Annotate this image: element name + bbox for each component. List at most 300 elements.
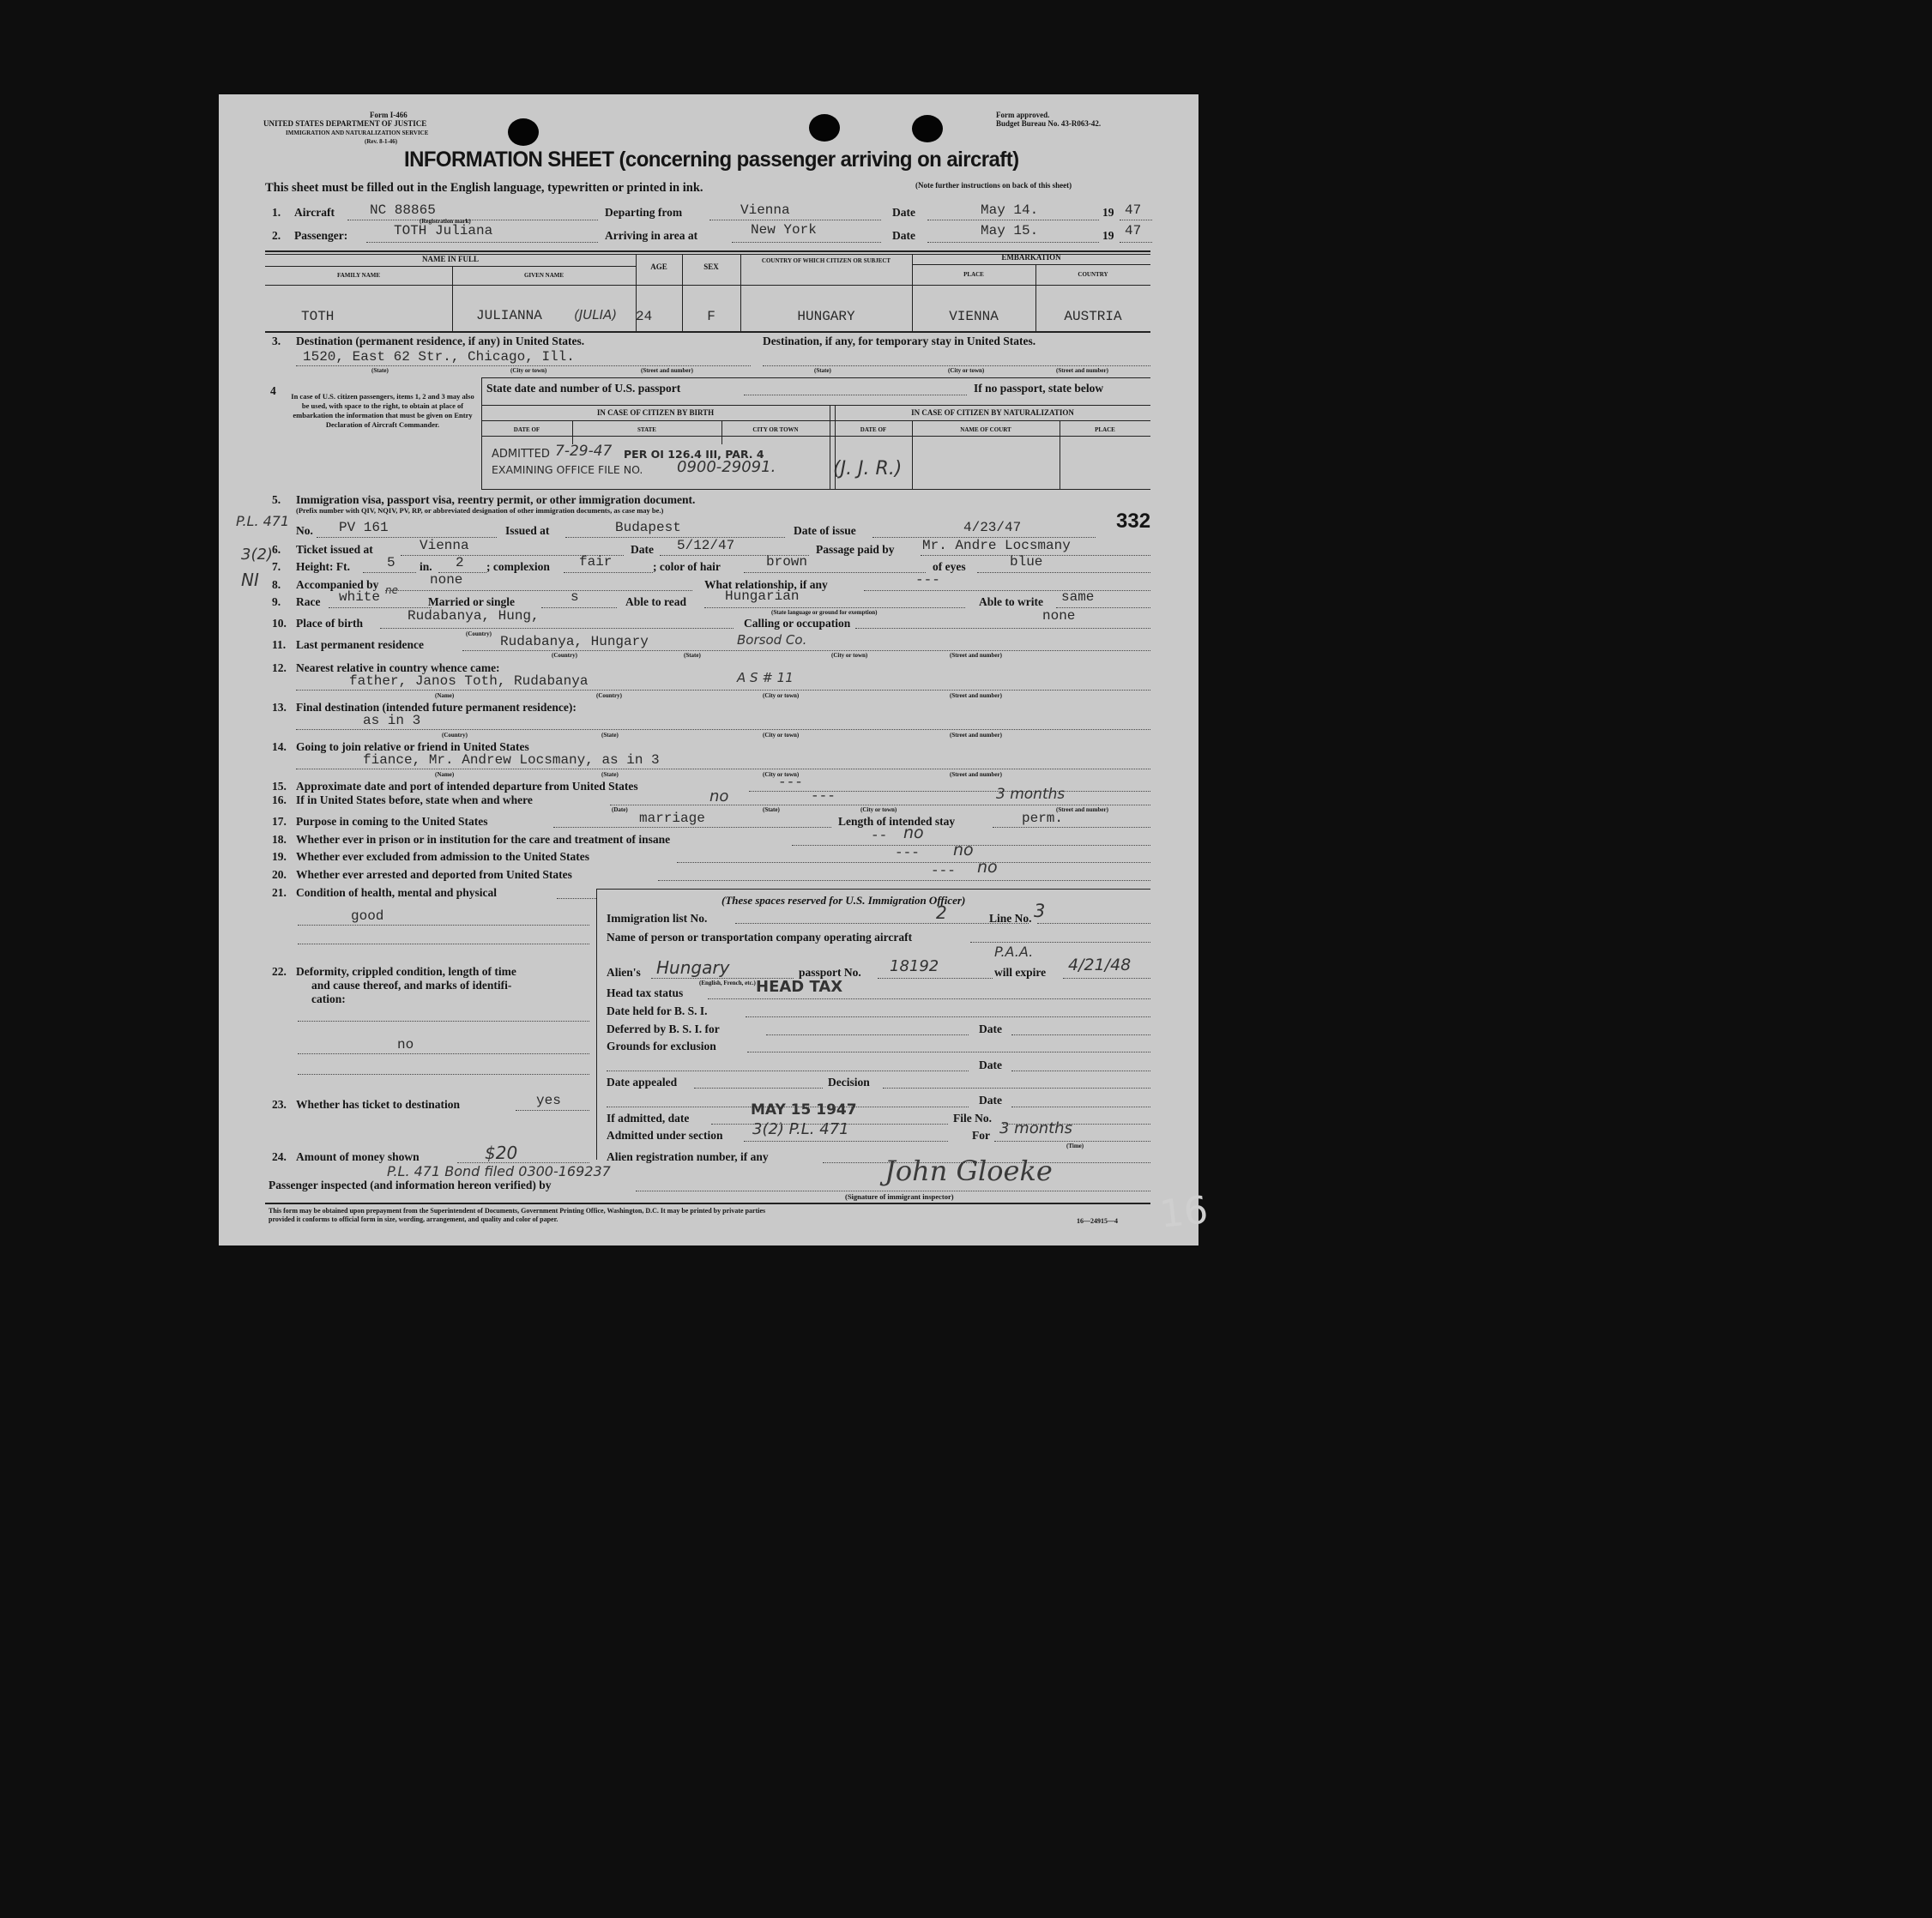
birthplace-label: Place of birth	[296, 617, 363, 630]
admitted-per: PER OI 126.4 III, PAR. 4	[624, 448, 764, 461]
deformity-label-line3: cation:	[311, 992, 346, 1005]
item-number: 3.	[272, 335, 281, 347]
fill-line	[878, 978, 993, 979]
header-embarkation: EMBARKATION	[1001, 253, 1061, 262]
date-label: Date	[892, 206, 915, 219]
margin-section-note: 3(2)	[241, 546, 273, 564]
item-number: 11.	[272, 638, 287, 651]
item-number: 10.	[272, 617, 287, 630]
col-state: STATE	[637, 426, 656, 433]
eye-color: blue	[1010, 554, 1043, 570]
fill-line	[380, 628, 734, 629]
item-number: 15.	[272, 780, 287, 793]
header-place: PLACE	[963, 271, 984, 278]
alien-nationality: Hungary	[656, 957, 730, 978]
caption-state: (State)	[684, 652, 701, 659]
departing-value: Vienna	[740, 202, 790, 218]
passenger-label: Passenger:	[294, 229, 348, 242]
item-number: 13.	[272, 701, 287, 714]
last-residence-value: Rudabanya, Hungary	[500, 634, 649, 649]
passage-paid-label: Passage paid by	[816, 543, 895, 556]
head-tax-status-label: Head tax status	[607, 986, 684, 999]
registration-caption: (Registration mark)	[420, 218, 471, 225]
fill-line	[564, 572, 653, 573]
operating-company-handwritten: P.A.A.	[994, 944, 1034, 960]
able-to-read-label: Able to read	[625, 595, 686, 608]
budget-bureau-number: Budget Bureau No. 43-R063-42.	[996, 119, 1102, 128]
line-number-label: Line No.	[989, 912, 1032, 925]
item-number: 20.	[272, 868, 287, 881]
table-rule	[265, 250, 1150, 252]
eye-color-label: of eyes	[933, 560, 966, 573]
item-number: 14.	[272, 740, 287, 753]
nearest-relative-handwritten: A S # 11	[737, 670, 794, 685]
fill-line	[658, 880, 1150, 881]
previous-visit-value: ---	[811, 788, 836, 804]
complexion-label: ; complexion	[486, 560, 550, 573]
information-sheet-form	[219, 94, 1198, 1245]
hair-color: brown	[766, 554, 808, 570]
fill-line	[749, 791, 1150, 792]
fill-line	[553, 827, 831, 828]
item-number: 8.	[272, 578, 281, 591]
prison-answer: --	[871, 828, 888, 843]
table-rule	[481, 377, 1150, 378]
fill-line	[732, 242, 881, 243]
caption-city: (City or town)	[831, 652, 868, 659]
header-country: COUNTRY	[1078, 271, 1108, 278]
caption-state: (State)	[763, 806, 780, 813]
line-number: 3	[1034, 901, 1046, 921]
caption-street: (Street and number)	[950, 771, 1002, 778]
issued-at-label: Issued at	[505, 524, 550, 537]
relationship-label: What relationship, if any	[704, 578, 828, 591]
caption-state: (State)	[601, 771, 619, 778]
time-caption: (Time)	[1066, 1143, 1084, 1149]
fill-line	[994, 1141, 1150, 1142]
departure-intent-value: ---	[778, 775, 803, 790]
occupation-value: none	[1042, 608, 1076, 624]
departure-year: 47	[1125, 202, 1142, 218]
citizen-note: In case of U.S. citizen passengers, items 1, 2 and 3 may also be used, with space to the right, to obtain at place of embarkation the information that must be given on Entry Declaration of Aircraft Commander.	[291, 392, 474, 430]
caption-name: (Name)	[435, 692, 455, 699]
fill-line	[541, 607, 617, 608]
citizen-by-naturalization-header: IN CASE OF CITIZEN BY NATURALIZATION	[911, 408, 1074, 417]
caption-country: (Country)	[442, 732, 468, 739]
accompanied-label: Accompanied by	[296, 578, 379, 591]
fill-line	[1037, 923, 1150, 924]
fill-line	[927, 242, 1099, 243]
caption-state: (State)	[371, 367, 389, 374]
money-shown-value: $20	[485, 1143, 518, 1163]
table-rule	[481, 420, 1150, 421]
alien-language-caption: (English, French, etc.)	[699, 980, 756, 986]
purpose-value: marriage	[639, 811, 705, 826]
fill-line	[298, 925, 589, 926]
fill-line	[298, 1053, 589, 1054]
able-to-read: Hungarian	[725, 588, 800, 604]
caption-date: (Date)	[612, 806, 628, 813]
fill-line	[735, 923, 1029, 924]
footer-line-2: provided it conforms to official form in size, wording, arrangement, and quality and color of paper.	[269, 1215, 558, 1223]
inspected-by-label: Passenger inspected (and information hereon verified) by	[269, 1179, 552, 1191]
fill-line	[694, 1088, 823, 1089]
caption-city: (City or town)	[860, 806, 897, 813]
ticket-issued-at: Vienna	[420, 538, 469, 553]
bond-filed-note: P.L. 471 Bond filed 0300-169237	[387, 1163, 611, 1179]
race-handwritten: ne	[385, 584, 398, 596]
footer-rule	[265, 1203, 1150, 1204]
admitted-date-label: If admitted, date	[607, 1112, 690, 1125]
fill-line	[970, 942, 1150, 943]
agency-line-1: UNITED STATES DEPARTMENT OF JUSTICE	[263, 119, 427, 128]
height-label: Height: Ft.	[296, 560, 350, 573]
year-prefix: 19	[1102, 206, 1114, 219]
deformity-label-line1: Deformity, crippled condition, length of time	[296, 965, 516, 978]
footer-form-code: 16—24915—4	[1077, 1217, 1118, 1225]
table-rule	[912, 264, 1150, 265]
fill-line	[296, 729, 1150, 730]
header-name-in-full: NAME IN FULL	[421, 255, 479, 263]
deported-question-label: Whether ever arrested and deported from United States	[296, 868, 572, 881]
complexion-value: fair	[579, 554, 613, 570]
fill-line	[993, 827, 1150, 828]
family-name-value: TOTH	[301, 309, 335, 324]
fill-line	[977, 572, 1150, 573]
fill-line	[763, 365, 1150, 366]
arrival-date: May 15.	[981, 223, 1039, 238]
ticket-to-destination-value: yes	[536, 1093, 561, 1108]
document-issued-at: Budapest	[615, 520, 681, 535]
caption-country: (Country)	[596, 692, 622, 699]
immigration-list-number: 2	[936, 902, 947, 923]
aircraft-label: Aircraft	[294, 206, 335, 219]
final-destination-label: Final destination (intended future permanent residence):	[296, 701, 577, 714]
immigration-document-instruction: (Prefix number with QIV, NQIV, PV, RP, or abbreviated designation of other immigration documents, as case may be.)	[296, 506, 664, 515]
decision-date-label: Date	[979, 1094, 1002, 1107]
fill-line	[317, 537, 497, 538]
punch-hole	[508, 118, 539, 146]
health-value: good	[351, 908, 384, 924]
table-rule	[481, 489, 1150, 490]
caption-country: (Country)	[466, 630, 492, 637]
header-age: AGE	[650, 262, 667, 271]
embarkation-place-value: VIENNA	[949, 309, 999, 324]
race-label: Race	[296, 595, 321, 608]
form-code-number: 332	[1116, 510, 1151, 533]
going-to-join-value: fiance, Mr. Andrew Locsmany, as in 3	[363, 752, 660, 768]
inches-label: in.	[420, 560, 432, 573]
passage-paid-by: Mr. Andre Locsmany	[922, 538, 1071, 553]
item-number: 6.	[272, 543, 281, 556]
caption-city: (City or town)	[510, 367, 547, 374]
will-expire-label: will expire	[994, 966, 1047, 979]
caption-city: (City or town)	[763, 771, 800, 778]
admitted-date: 7-29-47	[555, 443, 613, 460]
admitted-label: ADMITTED	[492, 448, 550, 461]
nearest-relative-value: father, Janos Toth, Rudabanya	[349, 673, 589, 689]
last-residence-handwritten: Borsod Co.	[737, 632, 807, 648]
caption-name: (Name)	[435, 771, 455, 778]
date-label: Date	[892, 229, 915, 242]
officer-box-rule	[596, 889, 1150, 890]
margin-ni-note: NI	[241, 570, 259, 590]
item-number: 2.	[272, 229, 281, 242]
fill-line	[746, 1016, 1150, 1017]
caption-city: (City or town)	[948, 367, 985, 374]
caption-street: (Street and number)	[1056, 806, 1108, 813]
hair-color-label: ; color of hair	[653, 560, 721, 573]
inspector-initials: (J. J. R.)	[833, 458, 903, 480]
purpose-label: Purpose in coming to the United States	[296, 815, 488, 828]
fill-line	[883, 1088, 1150, 1089]
operating-company-label: Name of person or transportation company operating aircraft	[607, 931, 913, 944]
inspector-signature: John Gloeke	[884, 1155, 1053, 1187]
punch-hole	[809, 114, 840, 142]
officer-box-rule	[596, 889, 597, 1160]
passport-expiry: 4/21/48	[1068, 956, 1132, 974]
caption-state: (State)	[601, 732, 619, 739]
us-passport-label: State date and number of U.S. passport	[486, 382, 681, 395]
arriving-value: New York	[751, 222, 817, 238]
grounds-for-exclusion-label: Grounds for exclusion	[607, 1040, 716, 1052]
alien-registration-label: Alien registration number, if any	[607, 1150, 769, 1163]
caption-country: (Country)	[552, 652, 577, 659]
table-rule	[481, 436, 1150, 437]
deformity-label-line2: and cause thereof, and marks of identifi-	[311, 979, 512, 992]
fill-line	[1063, 978, 1150, 979]
signature-caption: (Signature of immigrant inspector)	[845, 1192, 954, 1201]
item-number: 16.	[272, 793, 287, 806]
departure-intent-label: Approximate date and port of intended departure from United States	[296, 780, 638, 793]
col-date-naturalization: DATE OF	[860, 426, 887, 433]
no-passport-label: If no passport, state below	[974, 382, 1104, 395]
item-number: 19.	[272, 850, 287, 863]
money-shown-label: Amount of money shown	[296, 1150, 420, 1163]
given-name-handwritten: (JULIA)	[574, 307, 618, 323]
header-given-name: GIVEN NAME	[523, 272, 565, 279]
fill-line	[366, 242, 598, 243]
destination-label: Destination (permanent residence, if any) in United States.	[296, 335, 585, 347]
fill-line	[1011, 1034, 1150, 1035]
footer-line-1: This form may be obtained upon prepayment from the Superintendent of Documents, Government Printing Office, Washington, D.C. It may be printed by private parties	[269, 1207, 766, 1215]
arriving-label: Arriving in area at	[605, 229, 698, 242]
officer-section-title: (These spaces reserved for U.S. Immigration Officer)	[721, 894, 966, 907]
item-number: 21.	[272, 886, 287, 899]
aircraft-value: NC 88865	[370, 202, 436, 218]
date-of-issue-label: Date of issue	[794, 524, 856, 537]
arrival-year: 47	[1125, 223, 1142, 238]
item-number: 23.	[272, 1098, 287, 1111]
fill-line	[298, 1021, 589, 1022]
race-value: white	[339, 589, 381, 605]
fill-line	[565, 537, 785, 538]
document-number: PV 161	[339, 520, 389, 535]
col-court: NAME OF COURT	[960, 426, 1011, 433]
caption-city: (City or town)	[763, 732, 800, 739]
caption-street: (Street and number)	[641, 367, 693, 374]
caption-city: (City or town)	[763, 692, 800, 699]
nearest-relative-label: Nearest relative in country whence came:	[296, 661, 500, 674]
ticket-issued-label: Ticket issued at	[296, 543, 373, 556]
item-number: 1.	[272, 206, 281, 219]
occupation-label: Calling or occupation	[744, 617, 851, 630]
ticket-date: 5/12/47	[677, 538, 735, 553]
sex-value: F	[707, 309, 715, 324]
header-family-name: FAMILY NAME	[336, 272, 381, 279]
year-prefix: 19	[1102, 229, 1114, 242]
header-country-of-citizenship: COUNTRY OF WHICH CITIZEN OR SUBJECT	[761, 257, 891, 264]
marital-status: s	[571, 589, 579, 605]
examining-file-label: EXAMINING OFFICE FILE NO.	[492, 463, 643, 476]
decision-label: Decision	[828, 1076, 870, 1089]
prison-question-label: Whether ever in prison or in institution for the care and treatment of insane	[296, 833, 671, 846]
item-number: 5.	[272, 493, 281, 506]
admitted-section-value: 3(2) P.L. 471	[752, 1120, 849, 1138]
file-number-label: File No.	[953, 1112, 992, 1125]
col-date: DATE OF	[513, 426, 540, 433]
marital-status-label: Married or single	[428, 595, 515, 608]
fill-line	[516, 1110, 589, 1111]
admitted-section-label: Admitted under section	[607, 1129, 723, 1142]
departure-date: May 14.	[981, 202, 1039, 218]
last-residence-label: Last permanent residence	[296, 638, 424, 651]
examining-file-number: 0900-29091.	[677, 458, 776, 476]
previous-visit-label: If in United States before, state when and where	[296, 793, 533, 806]
fill-line	[864, 590, 1150, 591]
document-number-label: No.	[296, 524, 313, 537]
going-to-join-label: Going to join relative or friend in United States	[296, 740, 529, 753]
margin-pl-note: P.L. 471	[236, 513, 290, 529]
page-number-handwritten: 16	[1157, 1188, 1211, 1237]
col-place: PLACE	[1095, 426, 1115, 433]
header-sex: SEX	[703, 262, 719, 271]
fill-line	[557, 898, 596, 899]
table-rule	[481, 405, 1150, 406]
deferred-by-bsi-label: Deferred by B. S. I. for	[607, 1022, 720, 1035]
item-number: 24.	[272, 1150, 287, 1163]
form-number: Form I-466	[370, 111, 408, 119]
item-number: 9.	[272, 595, 281, 608]
table-rule	[265, 285, 1150, 286]
passport-number-label: passport No.	[799, 966, 861, 979]
given-name-value: JULIANNA	[476, 308, 542, 323]
table-rule	[721, 420, 722, 446]
previous-visit-handwritten: no	[709, 787, 729, 805]
fill-line	[296, 690, 1150, 691]
fill-line	[744, 1141, 948, 1142]
form-approved: Form approved.	[996, 111, 1050, 119]
destination-value: 1520, East 62 Str., Chicago, Ill.	[303, 349, 575, 365]
deferred-date-label: Date	[979, 1022, 1002, 1035]
table-rule	[481, 377, 482, 489]
fill-line	[296, 365, 751, 366]
caption-state: (State)	[814, 367, 831, 374]
date-appealed-label: Date appealed	[607, 1076, 678, 1089]
immigration-list-label: Immigration list No.	[607, 912, 708, 925]
item-number: 17.	[272, 815, 287, 828]
table-rule	[265, 266, 636, 267]
date-of-issue: 4/23/47	[963, 520, 1022, 535]
col-city: CITY OR TOWN	[752, 426, 799, 433]
agency-line-2: IMMIGRATION AND NATURALIZATION SERVICE	[286, 130, 429, 136]
head-tax-stamp: HEAD TAX	[756, 978, 843, 996]
caption-street: (Street and number)	[950, 692, 1002, 699]
birthplace-value: Rudabanya, Hung,	[408, 608, 540, 624]
citizenship-value: HUNGARY	[797, 309, 855, 324]
admitted-date-stamp: MAY 15 1947	[751, 1101, 857, 1119]
back-note: (Note further instructions on back of this sheet)	[915, 181, 1072, 190]
passenger-value: TOTH Juliana	[394, 223, 493, 238]
deported-answer-handwritten: no	[977, 858, 998, 877]
age-value: 24	[636, 309, 653, 324]
excluded-answer: ---	[895, 845, 920, 860]
temporary-destination-label: Destination, if any, for temporary stay in United States.	[763, 335, 1036, 347]
page-title: INFORMATION SHEET (concerning passenger arriving on aircraft)	[404, 148, 1019, 172]
immigration-document-label: Immigration visa, passport visa, reentry permit, or other immigration document.	[296, 493, 696, 506]
item-number: 12.	[272, 661, 287, 674]
table-rule	[265, 331, 1150, 333]
fill-line	[1120, 242, 1152, 243]
excluded-answer-handwritten: no	[953, 841, 974, 859]
alien-label: Alien's	[607, 966, 641, 979]
accompanied-value: none	[430, 572, 463, 588]
admitted-for-value: 3 months	[999, 1119, 1072, 1137]
fill-line	[363, 572, 416, 573]
item-number: 18.	[272, 833, 287, 846]
ticket-to-destination-label: Whether has ticket to destination	[296, 1098, 460, 1111]
passport-number: 18192	[890, 957, 939, 975]
fill-line	[766, 1034, 969, 1035]
fill-line	[744, 572, 926, 573]
caption-street: (Street and number)	[950, 732, 1002, 739]
fill-line	[677, 862, 1150, 863]
citizen-by-birth-header: IN CASE OF CITIZEN BY BIRTH	[596, 408, 715, 417]
intended-stay-label: Length of intended stay	[838, 815, 956, 828]
punch-hole	[912, 115, 943, 142]
fill-line	[462, 650, 1150, 651]
able-to-write-label: Able to write	[979, 595, 1043, 608]
form-revision: (Rev. 8-1-46)	[365, 138, 398, 145]
caption-street: (Street and number)	[1056, 367, 1108, 374]
intended-stay-value: perm.	[1022, 811, 1064, 826]
prison-answer-handwritten: no	[903, 823, 924, 842]
deformity-value: no	[397, 1037, 414, 1052]
item-number: 7.	[272, 560, 281, 573]
fill-line	[708, 998, 1150, 999]
caption-street: (Street and number)	[950, 652, 1002, 659]
fill-line	[855, 628, 1150, 629]
health-label: Condition of health, mental and physical	[296, 886, 498, 899]
item-number: 22.	[272, 965, 287, 978]
admitted-for-label: For	[972, 1129, 990, 1142]
held-for-bsi-label: Date held for B. S. I.	[607, 1004, 708, 1017]
ticket-date-label: Date	[631, 543, 654, 556]
able-to-write: same	[1061, 589, 1095, 605]
instruction-text: This sheet must be filled out in the English language, typewritten or printed in ink.	[265, 181, 703, 195]
previous-visit-duration: 3 months	[996, 786, 1066, 803]
height-feet: 5	[387, 555, 395, 570]
excluded-question-label: Whether ever excluded from admission to the United States	[296, 850, 589, 863]
deported-answer: ---	[931, 863, 956, 878]
item-number: 4	[270, 384, 276, 397]
exclusion-date-label: Date	[979, 1059, 1002, 1071]
fill-line	[298, 1074, 589, 1075]
departing-label: Departing from	[605, 206, 683, 219]
fill-line	[704, 607, 965, 608]
read-language-caption: (State language or ground for exemption)	[771, 609, 878, 616]
final-destination-value: as in 3	[363, 713, 421, 728]
